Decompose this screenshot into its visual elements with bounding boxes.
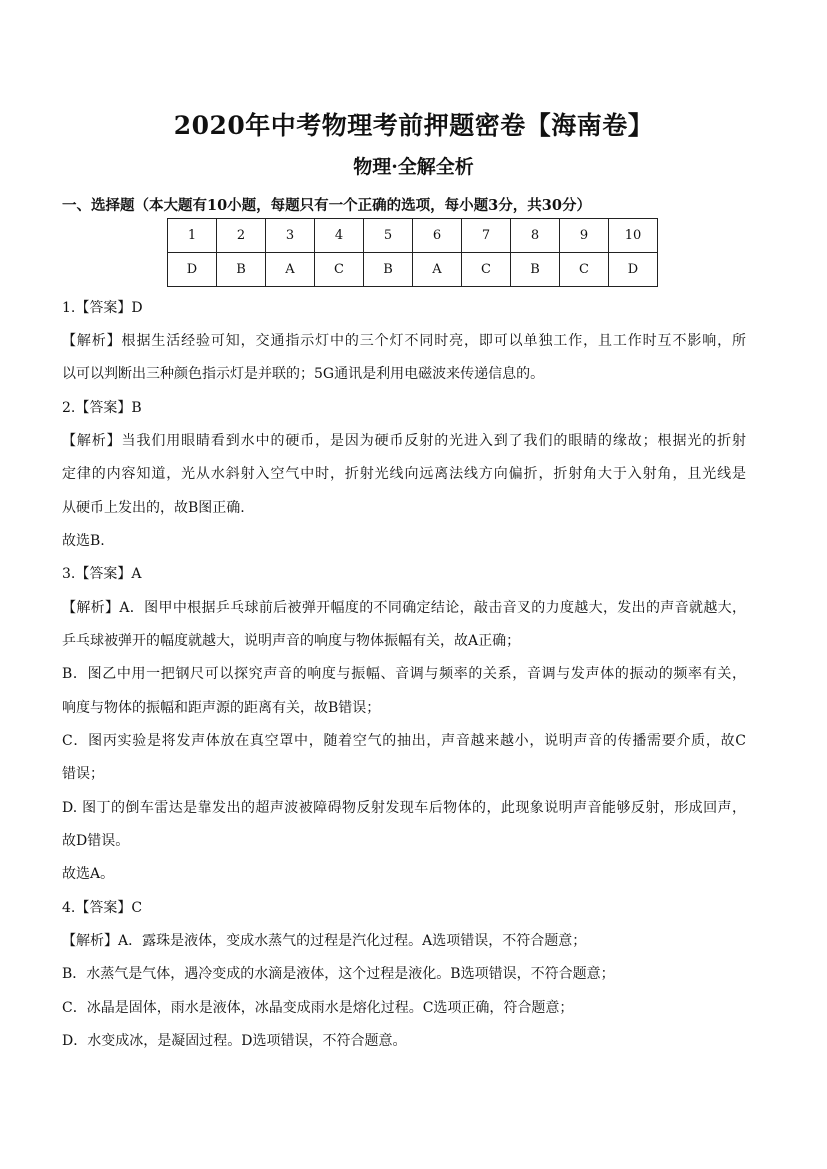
table-cell: C: [560, 253, 609, 287]
explanation-line: 【解析】A．图甲中根据乒乓球前后被弹开幅度的不同确定结论，敲击音叉的力度越大，发出的声音就越大，: [62, 600, 746, 616]
table-cell: 7: [462, 219, 511, 253]
table-cell: 10: [609, 219, 658, 253]
answer-line: 4.【答案】C: [62, 900, 143, 916]
table-cell: B: [217, 253, 266, 287]
explanation-line: B．水蒸气是气体，遇冷变成的水滴是液体，这个过程是液化。B选项错误，不符合题意；: [62, 966, 615, 982]
table-cell: 5: [364, 219, 413, 253]
answer-line: 2.【答案】B: [62, 400, 142, 416]
document-title: 2020年中考物理考前押题密卷【海南卷】: [173, 111, 654, 140]
explanation-line: B．图乙中用一把钢尺可以探究声音的响度与振幅、音调与频率的关系，音调与发声体的振动的频率有关，: [62, 666, 746, 682]
table-cell: 2: [217, 219, 266, 253]
explanation-line: 【解析】当我们用眼睛看到水中的硬币，是因为硬币反射的光进入到了我们的眼睛的缘故；根据光的折射: [62, 433, 746, 449]
table-cell: 3: [266, 219, 315, 253]
answer-table-answer-row: [168, 253, 658, 287]
explanation-line: 响度与物体的振幅和距声源的距离有关，故B错误；: [62, 700, 381, 716]
conclusion-line: 故选A。: [62, 866, 115, 882]
table-cell: 8: [511, 219, 560, 253]
answer-table: [167, 218, 658, 287]
explanation-line: 【解析】根据生活经验可知，交通指示灯中的三个灯不同时亮，即可以单独工作，且工作时互不影响，所: [62, 333, 746, 349]
table-cell: A: [266, 253, 315, 287]
table-cell: B: [511, 253, 560, 287]
explanation-line: 【解析】A．露珠是液体，变成水蒸气的过程是汽化过程。A选项错误，不符合题意；: [62, 933, 587, 949]
explanation-line: 以可以判断出三种颜色指示灯是并联的；5G通讯是利用电磁波来传递信息的。: [62, 366, 545, 382]
explanation-line: C．冰晶是固体，雨水是液体，冰晶变成雨水是熔化过程。C选项正确，符合题意；: [62, 1000, 574, 1016]
table-cell: B: [364, 253, 413, 287]
explanation-line: 错误；: [62, 766, 104, 782]
answer-line: 3.【答案】A: [62, 566, 142, 582]
table-cell: D: [168, 253, 217, 287]
document-subtitle: 物理·全解全析: [353, 156, 474, 178]
table-cell: A: [413, 253, 462, 287]
conclusion-line: 故选B.: [62, 533, 105, 549]
explanation-line: D. 图丁的倒车雷达是靠发出的超声波被障碍物反射发现车后物体的，此现象说明声音能够反射，形成回声，: [62, 800, 746, 816]
explanation-line: 定律的内容知道，光从水斜射入空气中时，折射光线向远离法线方向偏折，折射角大于入射角，且光线是: [62, 466, 746, 482]
section-heading: 一、选择题（本大题有10小题，每题只有一个正确的选项，每小题3分，共30分）: [62, 197, 591, 214]
answer-table-number-row: [168, 219, 658, 253]
explanation-line: 从硬币上发出的，故B图正确.: [62, 500, 245, 516]
answer-line: 1.【答案】D: [62, 300, 143, 316]
table-cell: C: [315, 253, 364, 287]
explanation-line: 故D错误。: [62, 833, 130, 849]
explanation-line: D．水变成冰，是凝固过程。D选项错误，不符合题意。: [62, 1033, 407, 1049]
table-cell: C: [462, 253, 511, 287]
table-cell: 4: [315, 219, 364, 253]
table-cell: 6: [413, 219, 462, 253]
table-cell: D: [609, 253, 658, 287]
explanation-line: C．图丙实验是将发声体放在真空罩中，随着空气的抽出，声音越来越小，说明声音的传播需要介质，故C: [62, 733, 746, 749]
table-cell: 1: [168, 219, 217, 253]
explanation-line: 乒乓球被弹开的幅度就越大，说明声音的响度与物体振幅有关，故A正确；: [62, 633, 521, 649]
table-cell: 9: [560, 219, 609, 253]
